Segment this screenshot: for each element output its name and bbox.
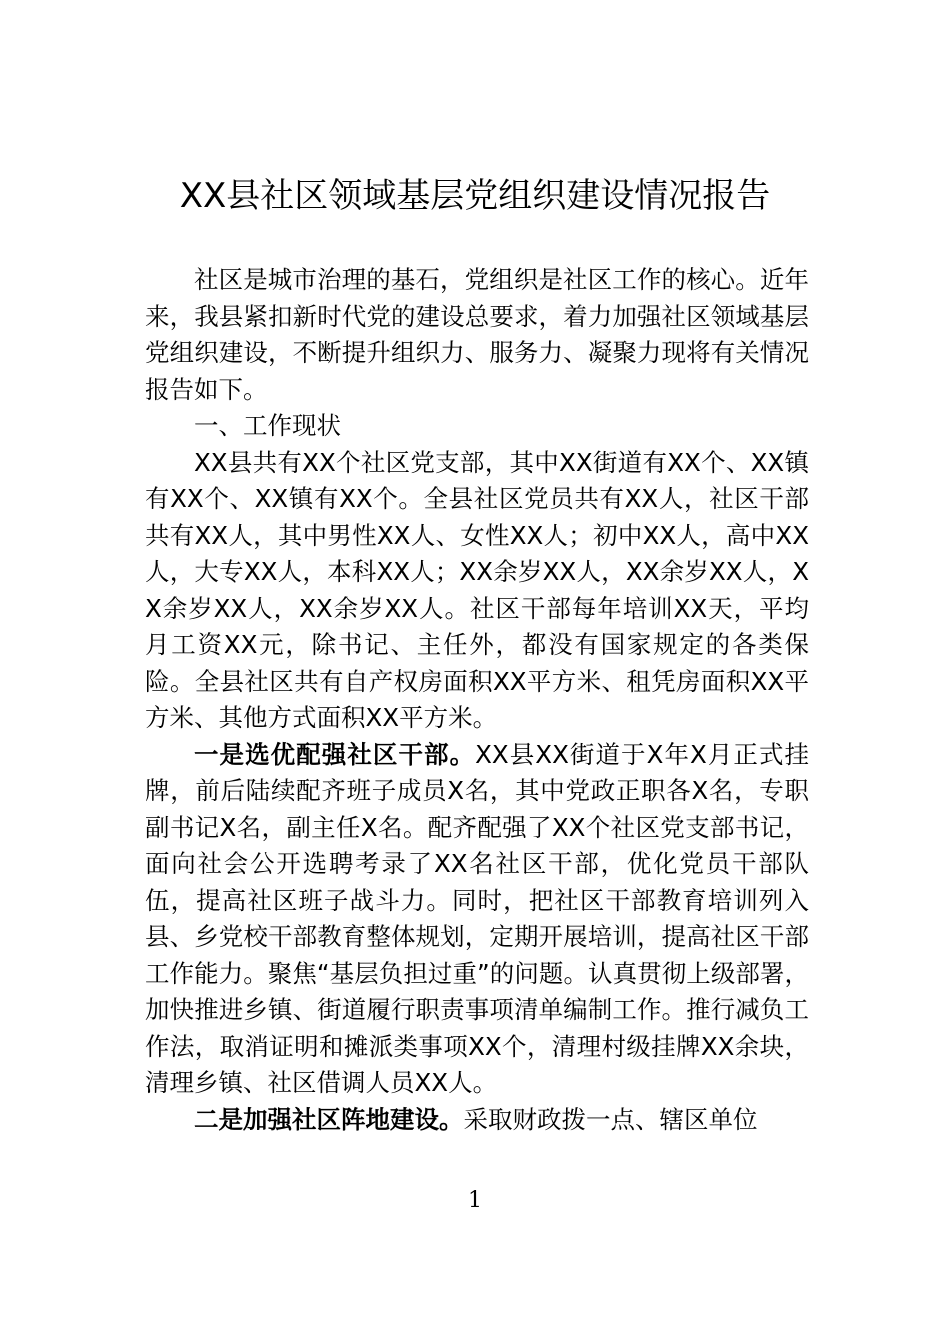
point-1-text: XX县XX街道于X年X月正式挂牌，前后陆续配齐班子成员X名，其中党政正职各X名，专职副书记X名，副主任X名。配齐配强了XX个社区党支部书记，面向社会公开选聘考录了XX名社区干部，优化党员干部队伍，提高社区班子战斗力。同时，把社区干部教育培训列入县、乡党校干部教育整体规划，定期开展培训，提高社区干部工作能力。聚焦“基层负担过重”的问题。认真贯彻上级部署，加快推进乡镇、街道履行职责事项清单编制工作。推行减负工作法，取消证明和摊派类事项XX个，清理村级挂牌XX余块，清理乡镇、社区借调人员XX人。 — [145, 739, 810, 1097]
status-paragraph: XX县共有XX个社区党支部，其中XX街道有XX个、XX镇有XX个、XX镇有XX个。全县社区党员共有XX人，社区干部共有XX人，其中男性XX人、女性XX人；初中XX人，高中XX人，大专XX人，本科XX人；XX余岁XX人，XX余岁XX人，XX余岁XX人，XX余岁XX人。社区干部每年培训XX天，平均月工资XX元，除书记、主任外，都没有国家规定的各类保险。全县社区共有自产权房面积XX平方米、租凭房面积XX平方米、其他方式面积XX平方米。 — [145, 447, 809, 732]
document-title: XX县社区领域基层党组织建设情况报告 — [179, 176, 771, 216]
point-2-lead: 二是加强社区阵地建设。 — [194, 1104, 464, 1134]
point-2-text: 采取财政拨一点、辖区单位 — [463, 1104, 758, 1134]
section-heading-work-status: 一、工作现状 — [194, 411, 341, 440]
point-1-paragraph — [145, 737, 809, 1102]
document-body — [145, 262, 809, 1138]
page-number: 1 — [468, 1188, 482, 1213]
point-1-lead: 一是选优配强社区干部。 — [194, 739, 476, 769]
point-2-paragraph — [145, 1102, 809, 1139]
intro-paragraph: 社区是城市治理的基石，党组织是社区工作的核心。近年来，我县紧扣新时代党的建设总要求，着力加强社区领域基层党组织建设，不断提升组织力、服务力、凝聚力现将有关情况报告如下。 — [145, 265, 809, 404]
